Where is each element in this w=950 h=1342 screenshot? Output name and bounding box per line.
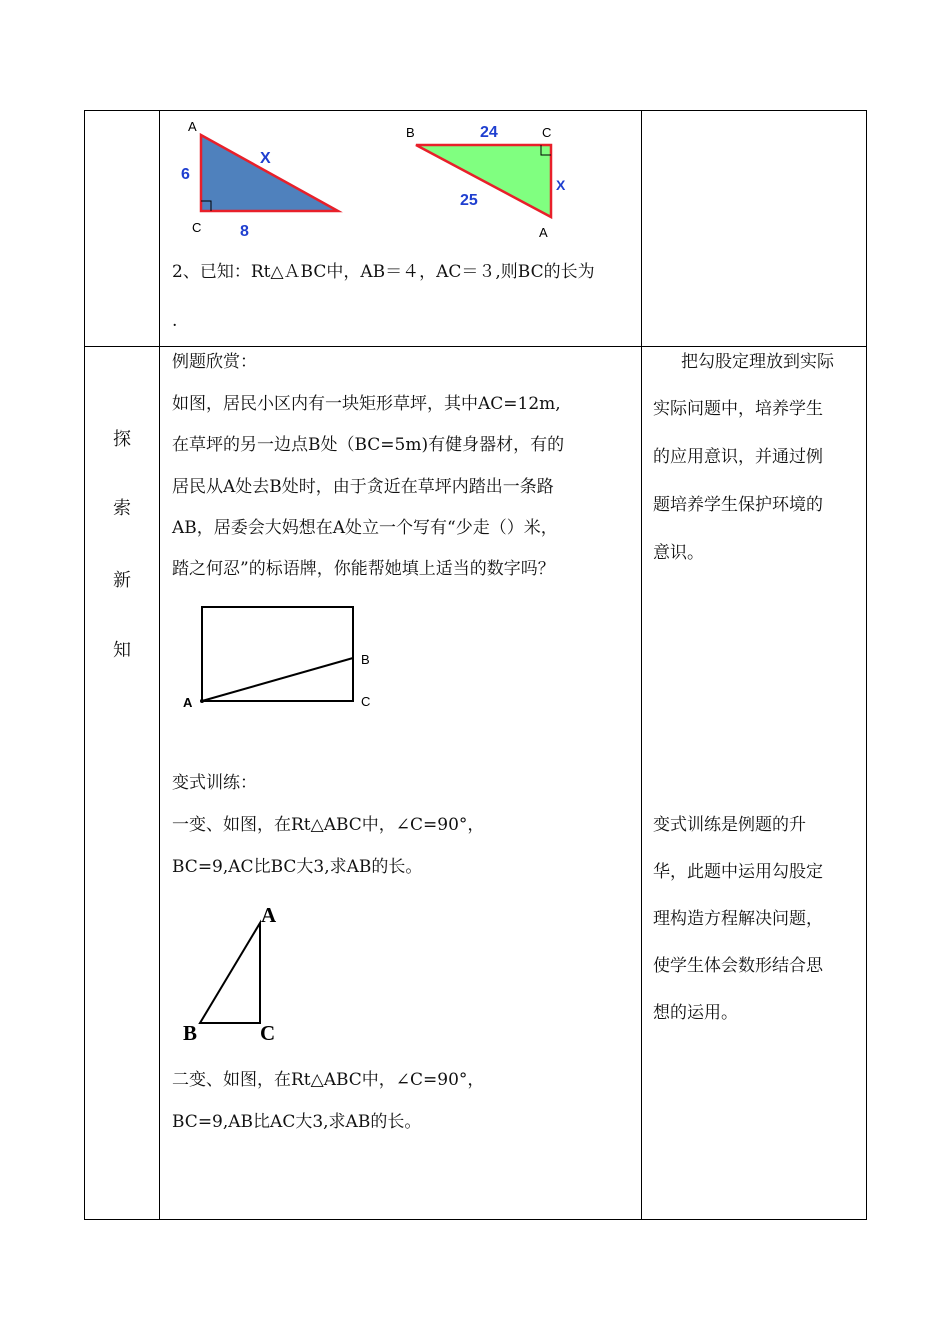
note-1-line-1: 把勾股定理放到实际 xyxy=(681,352,834,372)
note-1-line-3: 的应用意识，并通过例 xyxy=(653,447,823,467)
note-2-line-4: 使学生体会数形结合思 xyxy=(653,956,823,976)
table-border-left xyxy=(84,110,85,1220)
fig1-side-6: 6 xyxy=(181,166,190,183)
note-2-line-3: 理构造方程解决问题， xyxy=(653,909,823,929)
variant-2-line-2: BC=9,AB比AC大3,求AB的长。 xyxy=(172,1112,422,1132)
fig2-label-c: C xyxy=(542,125,552,140)
note-1-line-2: 实际问题中，培养学生 xyxy=(653,399,823,419)
section-char-3: 新 xyxy=(113,570,131,591)
fig2-label-b: B xyxy=(406,125,415,140)
table-border-bottom xyxy=(84,1219,867,1220)
fig2-side-24: 24 xyxy=(480,124,498,141)
triangle-figure-1 xyxy=(170,115,350,240)
fig1-side-8: 8 xyxy=(240,223,249,240)
table-border-right xyxy=(866,110,867,1220)
row-divider xyxy=(84,346,867,347)
example-line-1: 如图，居民小区内有一块矩形草坪，其中AC=12m, xyxy=(172,394,561,414)
lawn-label-b: B xyxy=(361,652,370,667)
example-line-4: AB，居委会大妈想在A处立一个写有“少走（）米， xyxy=(172,518,558,538)
example-heading: 例题欣赏： xyxy=(172,352,257,372)
path-ab xyxy=(202,658,353,701)
variant-heading: 变式训练： xyxy=(172,773,257,793)
fig2-side-x: X xyxy=(556,177,566,193)
example-line-5: 踏之何忍”的标语牌，你能帮她填上适当的数字吗？ xyxy=(172,559,555,579)
triangle-abc xyxy=(200,923,260,1023)
tri-label-c: C xyxy=(260,1021,276,1045)
note-2-line-5: 想的运用。 xyxy=(653,1003,738,1023)
table-border-top xyxy=(84,110,867,111)
tri-label-a: A xyxy=(261,903,277,927)
note-2-line-1: 变式训练是例题的升 xyxy=(653,815,806,835)
section-char-2: 索 xyxy=(113,498,131,519)
note-1-line-5: 意识。 xyxy=(653,543,704,563)
column-divider-1 xyxy=(159,110,160,1220)
fig1-label-a: A xyxy=(188,119,197,134)
lawn-rectangle xyxy=(202,607,353,701)
variant-1-line-1: 一变、如图，在Rt△ABC中，∠C=90°， xyxy=(172,815,485,835)
fig2-hypotenuse-25: 25 xyxy=(460,192,478,209)
section-char-1: 探 xyxy=(113,429,131,450)
green-triangle xyxy=(416,145,551,217)
lawn-figure xyxy=(175,600,385,715)
column-divider-2 xyxy=(641,110,642,1220)
question-2-tail: . xyxy=(172,311,178,331)
question-2: 2、已知：Rt△ＡBC中，AB＝４，AC＝３,则BC的长为 xyxy=(172,262,595,282)
fig1-label-c: C xyxy=(192,220,202,235)
lawn-label-c: C xyxy=(361,694,371,709)
lawn-label-a: A xyxy=(183,695,193,710)
variant-1-line-2: BC=9,AC比BC大3,求AB的长。 xyxy=(172,857,423,877)
point-a xyxy=(200,699,204,703)
right-triangle-figure xyxy=(180,898,290,1048)
note-1-line-4: 题培养学生保护环境的 xyxy=(653,495,823,515)
variant-2-line-1: 二变、如图，在Rt△ABC中，∠C=90°， xyxy=(172,1070,485,1090)
tri-label-b: B xyxy=(183,1021,198,1045)
note-2-line-2: 华，此题中运用勾股定 xyxy=(653,862,823,882)
fig1-hypotenuse-x: X xyxy=(260,150,271,167)
fig2-label-a: A xyxy=(539,225,548,240)
triangle-figure-2 xyxy=(400,118,580,243)
section-char-4: 知 xyxy=(113,640,131,661)
blue-triangle xyxy=(201,135,338,211)
example-line-2: 在草坪的另一边点B处（BC=5m)有健身器材，有的 xyxy=(172,435,565,455)
example-line-3: 居民从A处去B处时，由于贪近在草坪内踏出一条路 xyxy=(172,477,554,497)
